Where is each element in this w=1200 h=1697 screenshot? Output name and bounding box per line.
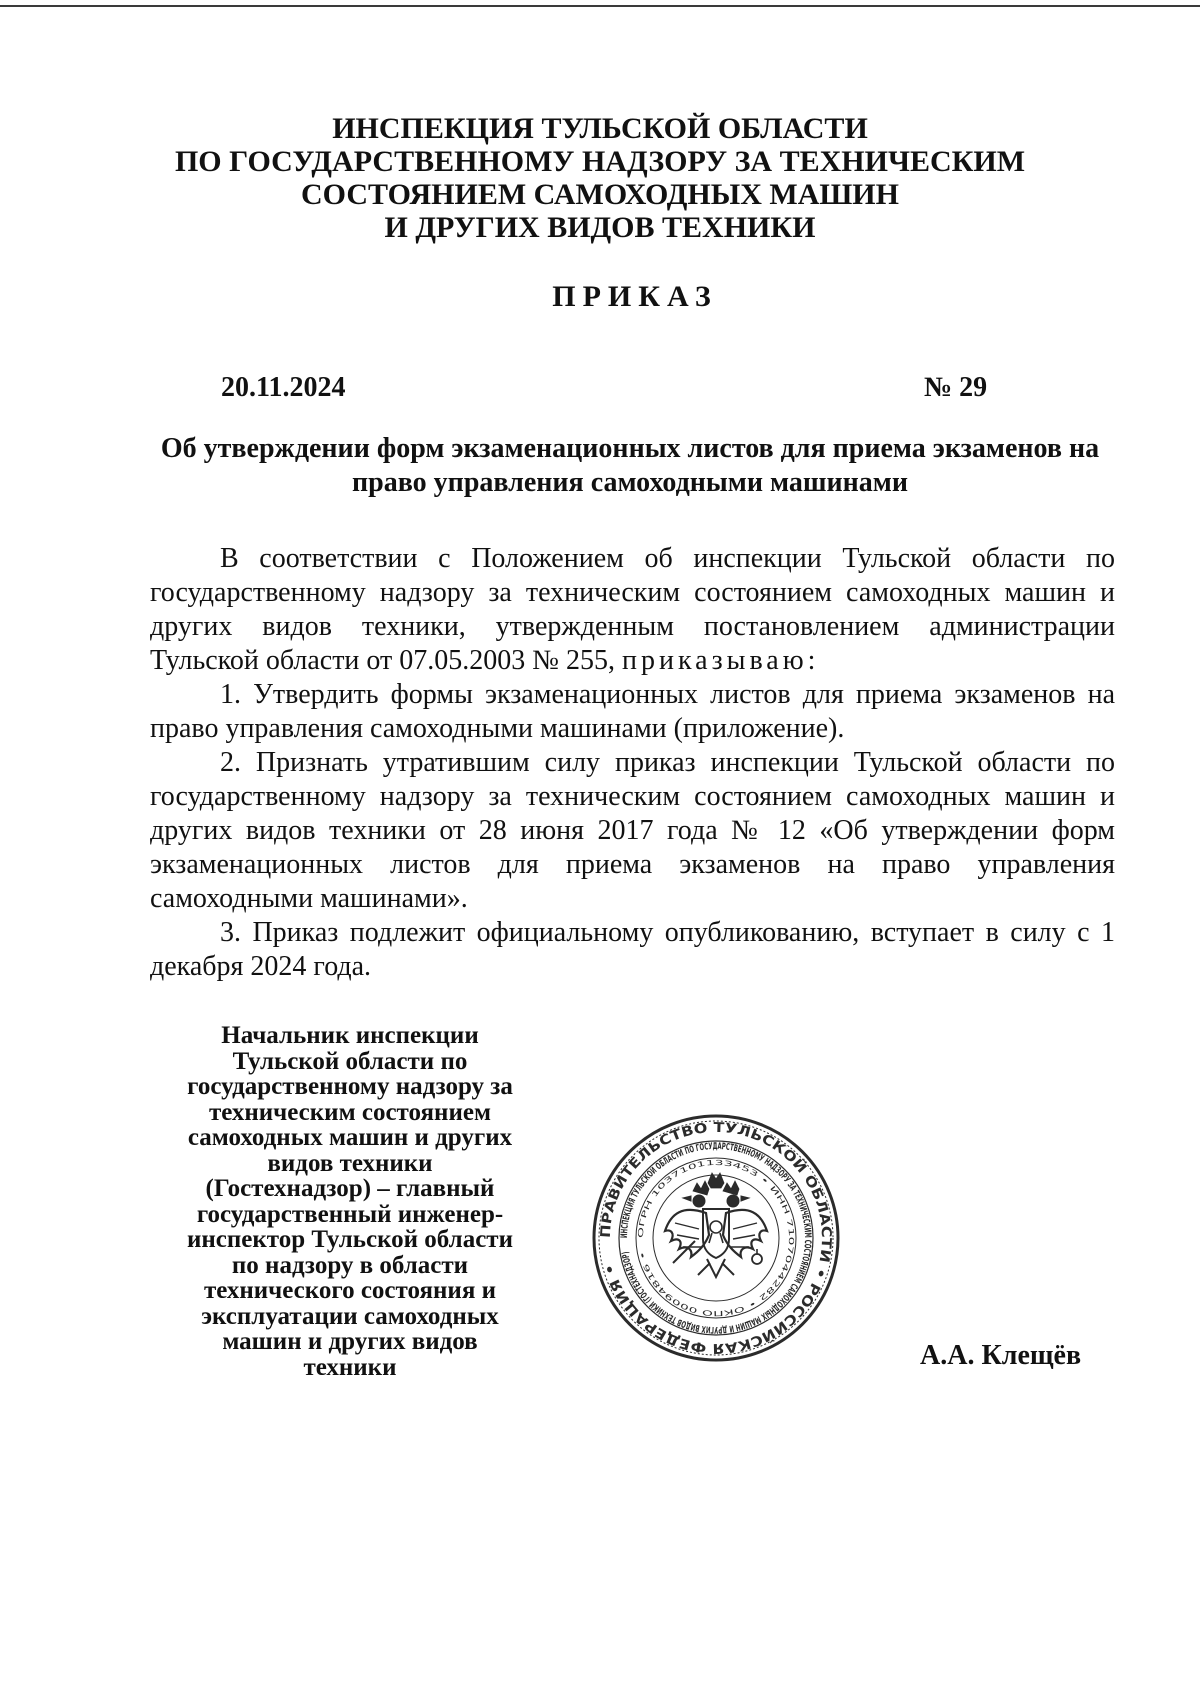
signer-position-line: эксплуатации самоходных <box>201 1302 499 1330</box>
document-date: 20.11.2024 <box>221 372 346 403</box>
intro-paragraph <box>150 542 1115 678</box>
signer-position-line: инспектор Тульской области <box>187 1226 513 1253</box>
official-seal-stamp <box>591 1113 841 1363</box>
signer-position-line: по надзору в области <box>231 1251 469 1279</box>
intro-verb: приказываю: <box>622 645 820 676</box>
seal-outer-text: ПРАВИТЕЛЬСТВО ТУЛЬСКОЙ ОБЛАСТИ • РОССИЙСКАЯ ФЕДЕРАЦИЯ • <box>597 1119 835 1357</box>
document-type: ПРИКАЗ <box>552 280 718 313</box>
signer-position-line: Тульской области по <box>232 1047 468 1075</box>
header-line: ПО ГОСУДАРСТВЕННОМУ НАДЗОРУ ЗА ТЕХНИЧЕСКИМ <box>174 145 1026 178</box>
document-number: № 29 <box>924 372 988 403</box>
order-item: 2. Признать утратившим силу приказ инспекции Тульской области по государственному надзору за техническим состоянием самоходных машин и других видов техники от 28 июня 2017 года № 12 «Об утверждении форм экзаменационных листов для приема экзаменов на право управления самоходными машинами». <box>150 747 1115 914</box>
double-headed-eagle-emblem <box>665 1173 767 1277</box>
signer-position-line: самоходных машин и других <box>187 1124 513 1151</box>
seal-inner-text: ОГРН 1037101133453 • ИНН 7107044282 • ОКПО 00094816 • <box>636 1158 796 1318</box>
signer-position-line: техническим состоянием <box>209 1098 491 1126</box>
order-item: 3. Приказ подлежит официальному опубликованию, вступает в силу с 1 декабря 2024 года. <box>150 917 1115 982</box>
signer-position-line: технического состояния и <box>203 1277 497 1304</box>
signer-position-line: государственный инженер- <box>196 1200 504 1228</box>
seal-middle-text: ИНСПЕКЦИЯ ТУЛЬСКОЙ ОБЛАСТИ ПО ГОСУДАРСТВЕННОМУ НАДЗОРУ ЗА ТЕХНИЧЕСКИМ СОСТОЯНИЕМ САМОХОДНЫХ МАШИН И ДРУГИХ ВИДОВ ТЕХНИКИ (ГОСТЕХНАДЗОР) <box>618 1140 814 1336</box>
signer-position-line: (Гостехнадзор) – главный <box>205 1175 495 1202</box>
signer-position-line: техники <box>303 1353 397 1381</box>
signer-position-line: государственному надзору за <box>187 1073 513 1100</box>
header-line: И ДРУГИХ ВИДОВ ТЕХНИКИ <box>384 211 816 244</box>
header-line: СОСТОЯНИЕМ САМОХОДНЫХ МАШИН <box>301 178 899 211</box>
order-item: 1. Утвердить формы экзаменационных листов для приема экзаменов на право управления самоходными машинами (приложение). <box>150 679 1115 744</box>
organization-header <box>150 112 1050 244</box>
signer-position-line: Начальник инспекции <box>221 1022 479 1049</box>
document-body <box>150 542 1115 984</box>
signer-position <box>150 1023 550 1380</box>
document-subject: Об утверждении форм экзаменационных листов для приема экзаменов на право управления самоходными машинами <box>160 433 1100 498</box>
header-line: ИНСПЕКЦИЯ ТУЛЬСКОЙ ОБЛАСТИ <box>332 112 868 145</box>
intro-text: В соответствии с Положением об инспекции Тульской области по государственному надзору за техническим состоянием самоходных машин и других видов техники, утвержденным постановлением администрации Тульской области от 07.05.2003 № 255, <box>150 543 1115 676</box>
signer-position-line: видов техники <box>267 1149 433 1177</box>
seal-outer-ring <box>594 1116 838 1360</box>
signer-name: А.А. Клещёв <box>920 1340 1082 1371</box>
top-border-line <box>0 5 1200 7</box>
signer-position-line: машин и других видов <box>222 1328 478 1355</box>
